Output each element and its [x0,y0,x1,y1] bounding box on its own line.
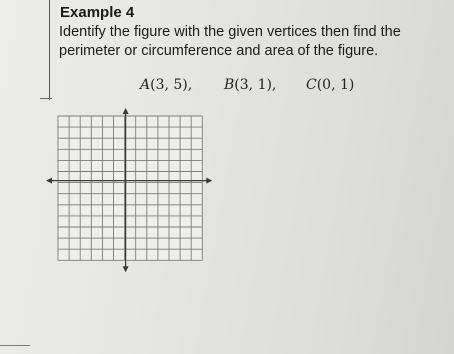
vertex-list [140,77,380,99]
vertex-coords: (3, 5), [150,77,193,93]
coordinate-grid-svg[interactable] [44,100,219,280]
vertex-coords: (3, 1), [234,77,277,93]
coordinate-grid[interactable] [44,100,219,280]
x-axis-arrow-left [46,178,52,184]
example-title: Example 4 [60,4,135,21]
vertex-label: A [140,77,151,93]
vertex-label: B [224,77,235,93]
x-axis-arrow-right [206,178,212,184]
vertex-b [224,77,276,93]
vertex-c [306,77,354,93]
vertex-coords: (0, 1) [316,77,355,93]
page-edge-mark [0,345,30,346]
margin-line [49,0,50,100]
vertex-label: C [306,77,317,93]
vertex-a [140,77,192,93]
y-axis-arrow-down [123,266,129,272]
grid-background [58,116,202,260]
y-axis-arrow-up [123,108,129,114]
margin-tick [40,98,52,99]
problem-instructions: Identify the figure with the given vertices then find the perimeter or circumference and area of the figure. [59,24,401,59]
